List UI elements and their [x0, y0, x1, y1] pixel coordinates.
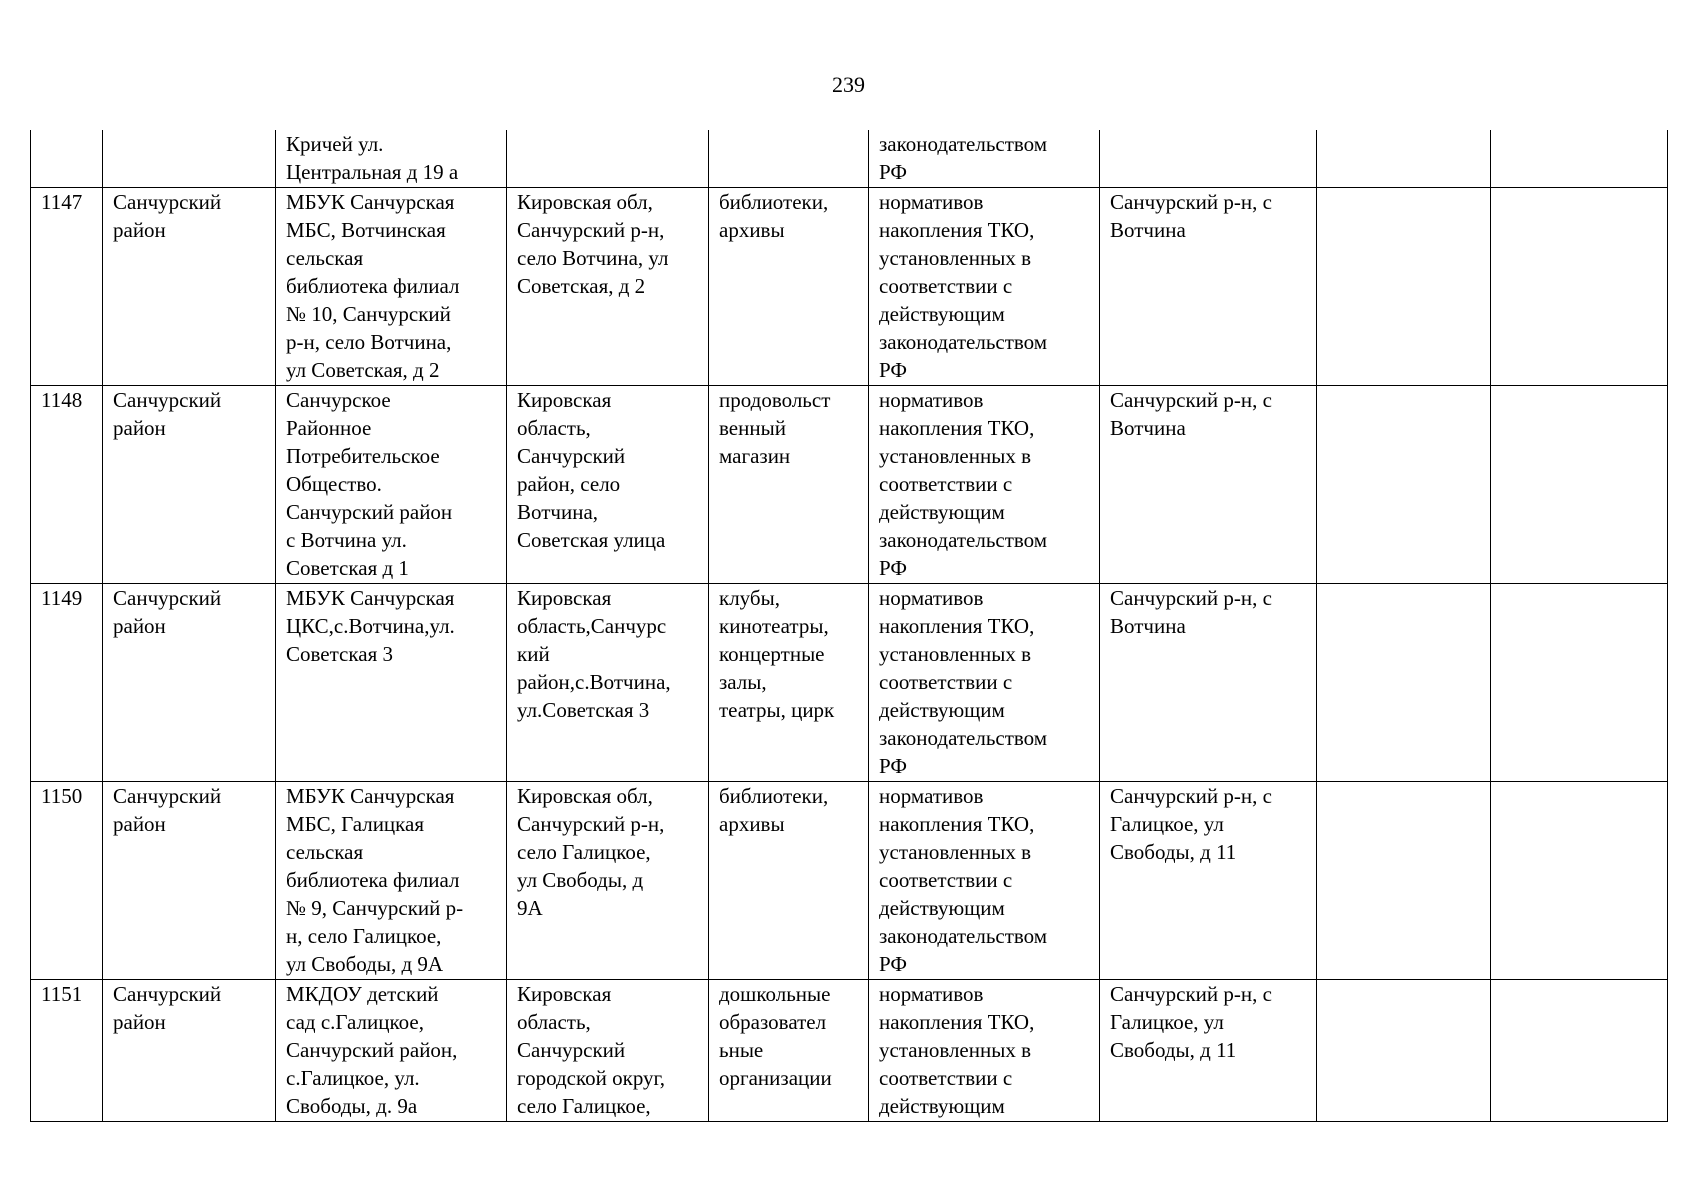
row-number-cell: 1148	[31, 385, 103, 583]
organization-cell: МБУК Санчурская МБС, Галицкая сельская библиотека филиал № 9, Санчурский р- н, село Галицкое, ул Свободы, д 9А	[276, 781, 507, 979]
district-cell: Санчурский район	[103, 979, 276, 1121]
norm-cell: нормативов накопления ТКО, установленных в соответствии с действующим законодательством РФ	[869, 781, 1100, 979]
empty-cell	[1491, 979, 1668, 1121]
empty-cell	[1317, 583, 1491, 781]
district-cell: Санчурский район	[103, 187, 276, 385]
row-number-cell: 1147	[31, 187, 103, 385]
empty-cell	[1317, 385, 1491, 583]
category-cell: библиотеки, архивы	[709, 187, 869, 385]
table-row	[31, 781, 1668, 979]
organization-cell: МБУК Санчурская ЦКС,с.Вотчина,ул. Советская 3	[276, 583, 507, 781]
norm-cell: нормативов накопления ТКО, установленных в соответствии с действующим законодательством РФ	[869, 385, 1100, 583]
category-cell: библиотеки, архивы	[709, 781, 869, 979]
location-cell: Санчурский р-н, с Вотчина	[1100, 583, 1317, 781]
empty-cell	[1491, 385, 1668, 583]
category-cell	[709, 130, 869, 187]
address-cell: Кировская область, Санчурский район, село Вотчина, Советская улица	[507, 385, 709, 583]
address-cell: Кировская область, Санчурский городской округ, село Галицкое,	[507, 979, 709, 1121]
location-cell: Санчурский р-н, с Галицкое, ул Свободы, д 11	[1100, 781, 1317, 979]
organization-cell: МБУК Санчурская МБС, Вотчинская сельская библиотека филиал № 10, Санчурский р-н, село Вотчина, ул Советская, д 2	[276, 187, 507, 385]
row-number-cell: 1151	[31, 979, 103, 1121]
norm-cell: законодательством РФ	[869, 130, 1100, 187]
norm-cell: нормативов накопления ТКО, установленных в соответствии с действующим законодательством РФ	[869, 583, 1100, 781]
address-cell	[507, 130, 709, 187]
location-cell: Санчурский р-н, с Галицкое, ул Свободы, д 11	[1100, 979, 1317, 1121]
row-number-cell	[31, 130, 103, 187]
address-cell: Кировская обл, Санчурский р-н, село Вотчина, ул Советская, д 2	[507, 187, 709, 385]
district-cell: Санчурский район	[103, 583, 276, 781]
organization-cell: Санчурское Районное Потребительское Общество. Санчурский район с Вотчина ул. Советская д 1	[276, 385, 507, 583]
empty-cell	[1491, 781, 1668, 979]
empty-cell	[1491, 583, 1668, 781]
table-row	[31, 187, 1668, 385]
empty-cell	[1491, 187, 1668, 385]
norm-cell: нормативов накопления ТКО, установленных в соответствии с действующим законодательством РФ	[869, 187, 1100, 385]
empty-cell	[1317, 781, 1491, 979]
waste-register-table	[30, 130, 1668, 1122]
address-cell: Кировская обл, Санчурский р-н, село Галицкое, ул Свободы, д 9А	[507, 781, 709, 979]
row-number-cell: 1149	[31, 583, 103, 781]
organization-cell: Кричей ул. Центральная д 19 а	[276, 130, 507, 187]
category-cell: клубы, кинотеатры, концертные залы, театры, цирк	[709, 583, 869, 781]
address-cell: Кировская область,Санчурс кий район,с.Вотчина, ул.Советская 3	[507, 583, 709, 781]
organization-cell: МКДОУ детский сад с.Галицкое, Санчурский район, с.Галицкое, ул. Свободы, д. 9а	[276, 979, 507, 1121]
location-cell	[1100, 130, 1317, 187]
category-cell: продовольст венный магазин	[709, 385, 869, 583]
empty-cell	[1491, 130, 1668, 187]
row-number-cell: 1150	[31, 781, 103, 979]
district-cell: Санчурский район	[103, 781, 276, 979]
district-cell: Санчурский район	[103, 385, 276, 583]
table-row	[31, 130, 1668, 187]
page-number: 239	[832, 72, 865, 97]
empty-cell	[1317, 130, 1491, 187]
category-cell: дошкольные образовател ьные организации	[709, 979, 869, 1121]
empty-cell	[1317, 979, 1491, 1121]
table-row	[31, 385, 1668, 583]
location-cell: Санчурский р-н, с Вотчина	[1100, 385, 1317, 583]
empty-cell	[1317, 187, 1491, 385]
norm-cell: нормативов накопления ТКО, установленных в соответствии с действующим	[869, 979, 1100, 1121]
location-cell: Санчурский р-н, с Вотчина	[1100, 187, 1317, 385]
table-row	[31, 979, 1668, 1121]
table-row	[31, 583, 1668, 781]
district-cell	[103, 130, 276, 187]
